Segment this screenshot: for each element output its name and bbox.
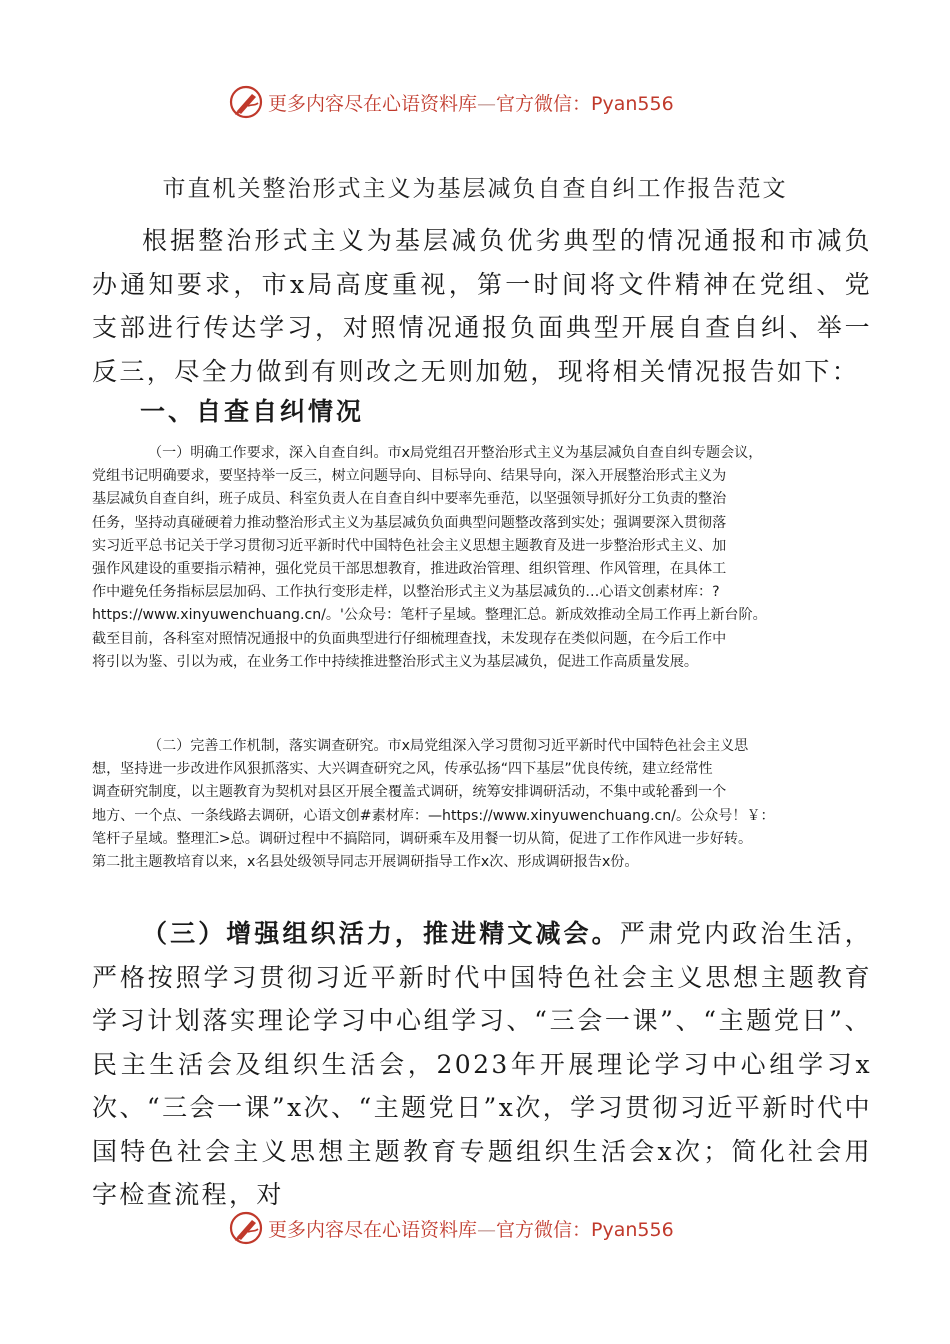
p2-line: 第二批主题教培育以来，x名县处级领导同志开展调研指导工作x次、形成调研报告x份。: [92, 854, 639, 871]
p2-line: 地方、一个点、一条线路去调研，心语文创#素材库：—https://www.xinyuwenchuang.cn/。公众号！￥：: [92, 807, 775, 824]
intro-paragraph: 根据整治形式主义为基层减负优劣典型的情况通报和市减负办通知要求，市x局高度重视，第一时间将文件精神在党组、党支部进行传达学习，对照情况通报负面典型开展自查自纠、举一反三，尽全力做到有则改之无则加勉，现将相关情况报告如下：: [92, 226, 872, 386]
section-heading: 一、自查自纠情况: [140, 397, 365, 426]
footer-banner: [0, 1208, 950, 1248]
p1-line: 党组书记明确要求，要坚持举一反三，树立问题导向、目标导向、结果导向，深入开展整治形式主义为: [92, 468, 727, 485]
p1-line: 任务，坚持动真碰硬着力推动整治形式主义为基层减负负面典型问题整改落到实处；强调要深入贯彻落: [92, 514, 727, 531]
p1-line: 强作风建设的重要指示精神，强化党员干部思想教育，推进政治管理、组织管理、作风管理，在具体工: [92, 561, 727, 578]
p1-line: 基层减负自查自纠，班子成员、科室负责人在自查自纠中要率先垂范，以坚强领导抓好分工负责的整治: [92, 491, 727, 508]
document-title: 市直机关整治形式主义为基层减负自查自纠工作报告范文: [162, 176, 788, 202]
banner-text: 更多内容尽在心语资料库—官方微信：Pyan556: [268, 1218, 674, 1241]
p1-line: 截至目前，各科室对照情况通报中的负面典型进行仔细梳理查找，未发现存在类似问题，在今后工作中: [92, 630, 727, 647]
p1-line: 实习近平总书记关于学习贯彻习近平新时代中国特色社会主义思想主题教育及进一步整治形式主义、加: [92, 537, 727, 554]
paragraph-2: [92, 735, 862, 874]
paragraph-3: [92, 912, 872, 1217]
banner-text: 更多内容尽在心语资料库—官方微信：Pyan556: [268, 92, 674, 115]
p1-line: 将引以为鉴、引以为戒，在业务工作中持续推进整治形式主义为基层减负，促进工作高质量发展。: [92, 653, 699, 670]
p1-line: https://www.xinyuwenchuang.cn/。'公众号：笔杆子星域。整理汇总。新成效推动全局工作再上新台阶。: [92, 607, 767, 624]
pen-logo-icon: [228, 84, 264, 120]
pen-logo-icon: [228, 1210, 264, 1246]
p1-line: 作中避免任务指标层层加码、工作执行变形走样，以整治形式主义为基层减负的…心语文创素材库：?: [92, 584, 720, 601]
p3-lead: （三）增强组织活力，推进精文减会。: [142, 919, 620, 948]
p2-line: 调查研究制度，以主题教育为契机对县区开展全覆盖式调研，统筹安排调研活动，不集中或轮番到一个: [92, 784, 727, 801]
p2-line: 笔杆子星域。整理汇>总。调研过程中不搞陪同，调研乘车及用餐一切从简，促进了工作作风进一步好转。: [92, 830, 753, 847]
p2-line: （二）完善工作机制，落实调查研究。市x局党组深入学习贯彻习近平新时代中国特色社会主义思: [148, 738, 749, 754]
paragraph-1: [92, 442, 862, 674]
p3-text: 严肃党内政治生活，严格按照学习贯彻习近平新时代中国特色社会主义思想主题教育学习计划落实理论学习中心组学习、“三会一课”、“主题党日”、民主生活会及组织生活会，2023年开展理论学习中心组学习x次、“三会一课”x次、“主题党日”x次，学习贯彻习近平新时代中国特色社会主义思想主题教育专题组织生活会x次；简化社会用字检查流程，对: [92, 919, 872, 1209]
p1-line: （一）明确工作要求，深入自查自纠。市x局党组召开整治形式主义为基层减负自查自纠专题会议，: [148, 445, 763, 461]
p2-line: 想，坚持进一步改进作风狠抓落实、大兴调查研究之风，传承弘扬“四下基层”优良传统，建立经常性: [92, 761, 713, 778]
header-banner: [0, 82, 950, 122]
